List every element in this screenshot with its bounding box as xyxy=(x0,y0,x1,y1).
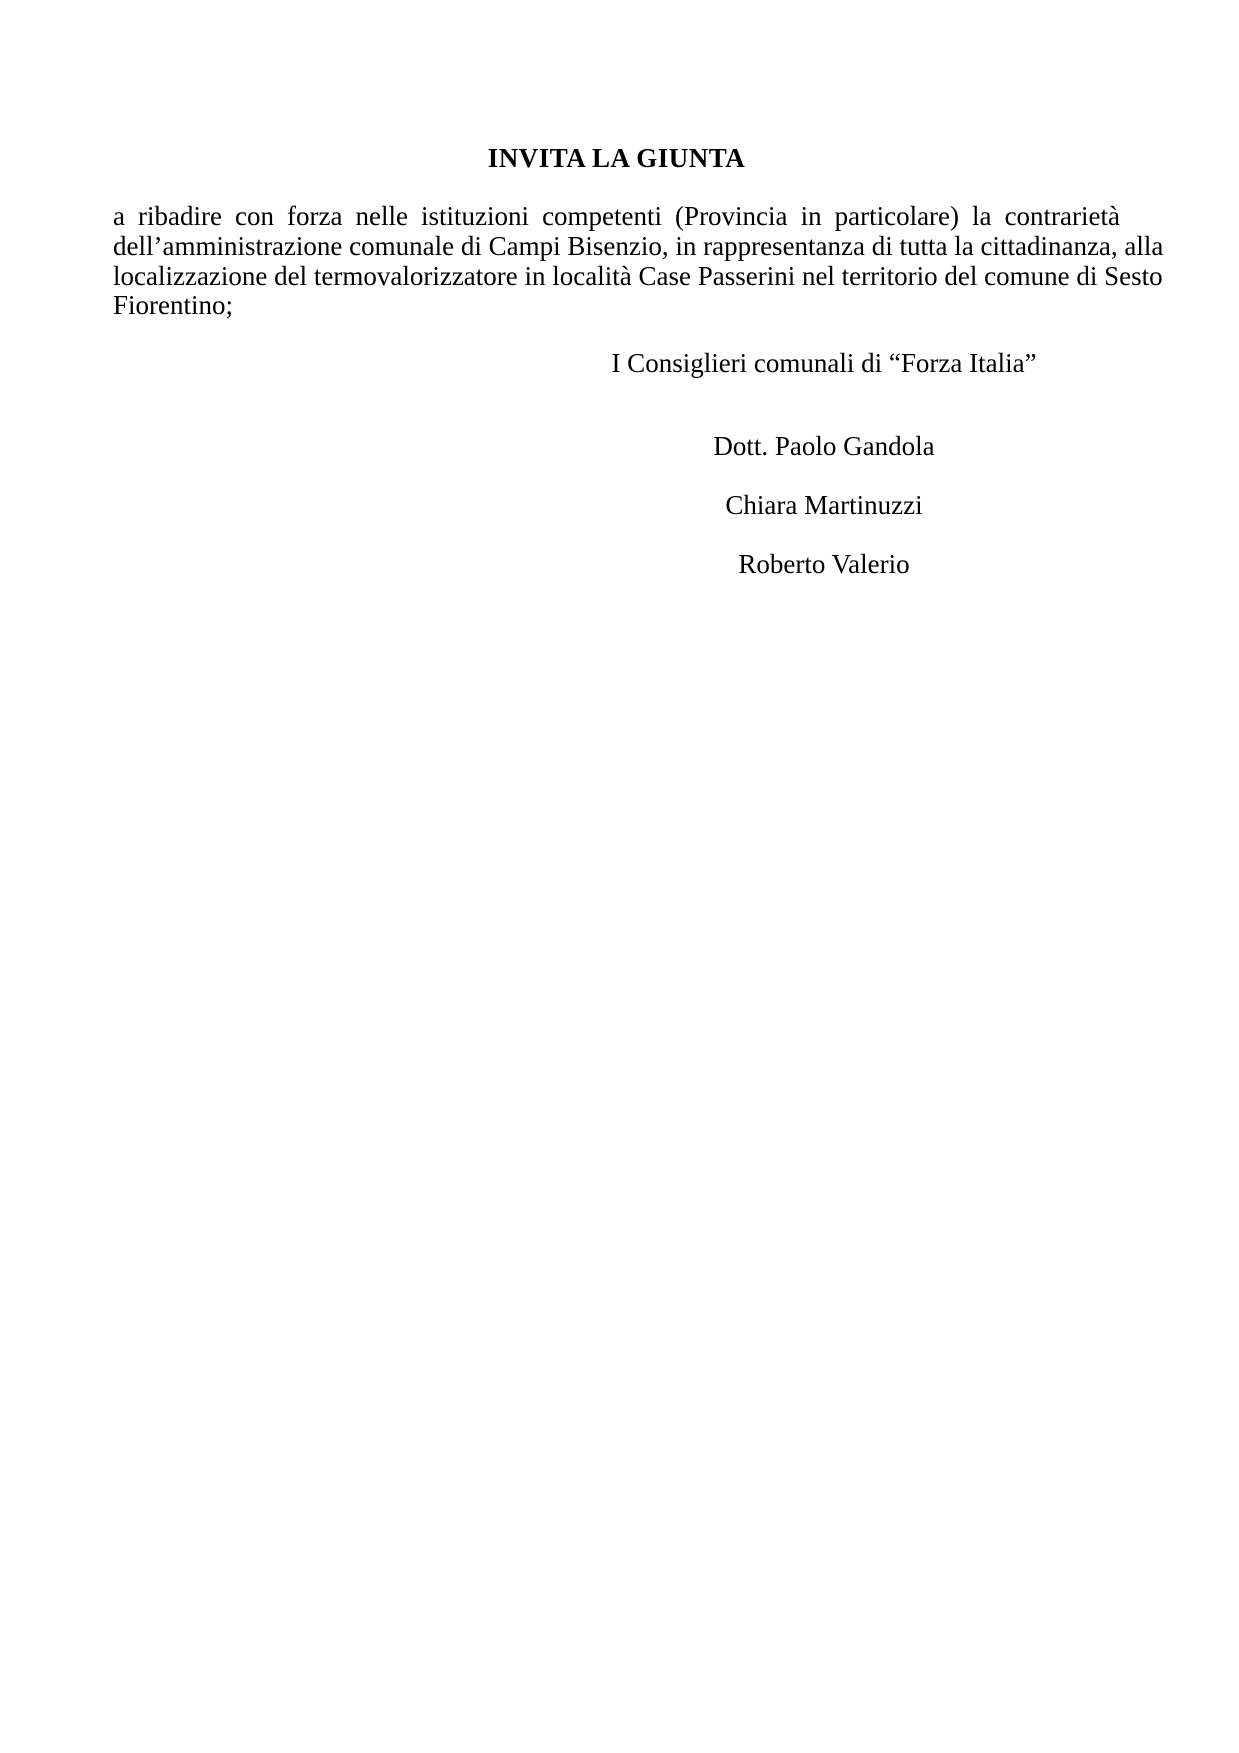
signatory-name-2: Chiara Martinuzzi xyxy=(725,489,923,520)
paragraph-line-2: dell’amministrazione comunale di Campi Bisenzio, in rappresentanza di tutta la cittadinanza, alla xyxy=(113,230,1164,261)
document-content xyxy=(0,0,1239,579)
signatories-intro: I Consiglieri comunali di “Forza Italia” xyxy=(611,348,1037,379)
document-title: INVITA LA GIUNTA xyxy=(487,143,746,173)
paragraph-line-4: Fiorentino; xyxy=(113,290,233,321)
paragraph-line-1: a ribadire con forza nelle istituzioni competenti (Provincia in particolare) la contrarietà xyxy=(113,201,1120,231)
signature-block xyxy=(113,349,1120,579)
paragraph-line-3: localizzazione del termovalorizzatore in località Case Passerini nel territorio del comune di Sesto xyxy=(113,260,1163,291)
signatory-name-1: Dott. Paolo Gandola xyxy=(713,430,935,461)
signatory-name-3: Roberto Valerio xyxy=(738,548,910,579)
body-paragraph xyxy=(113,201,1164,321)
